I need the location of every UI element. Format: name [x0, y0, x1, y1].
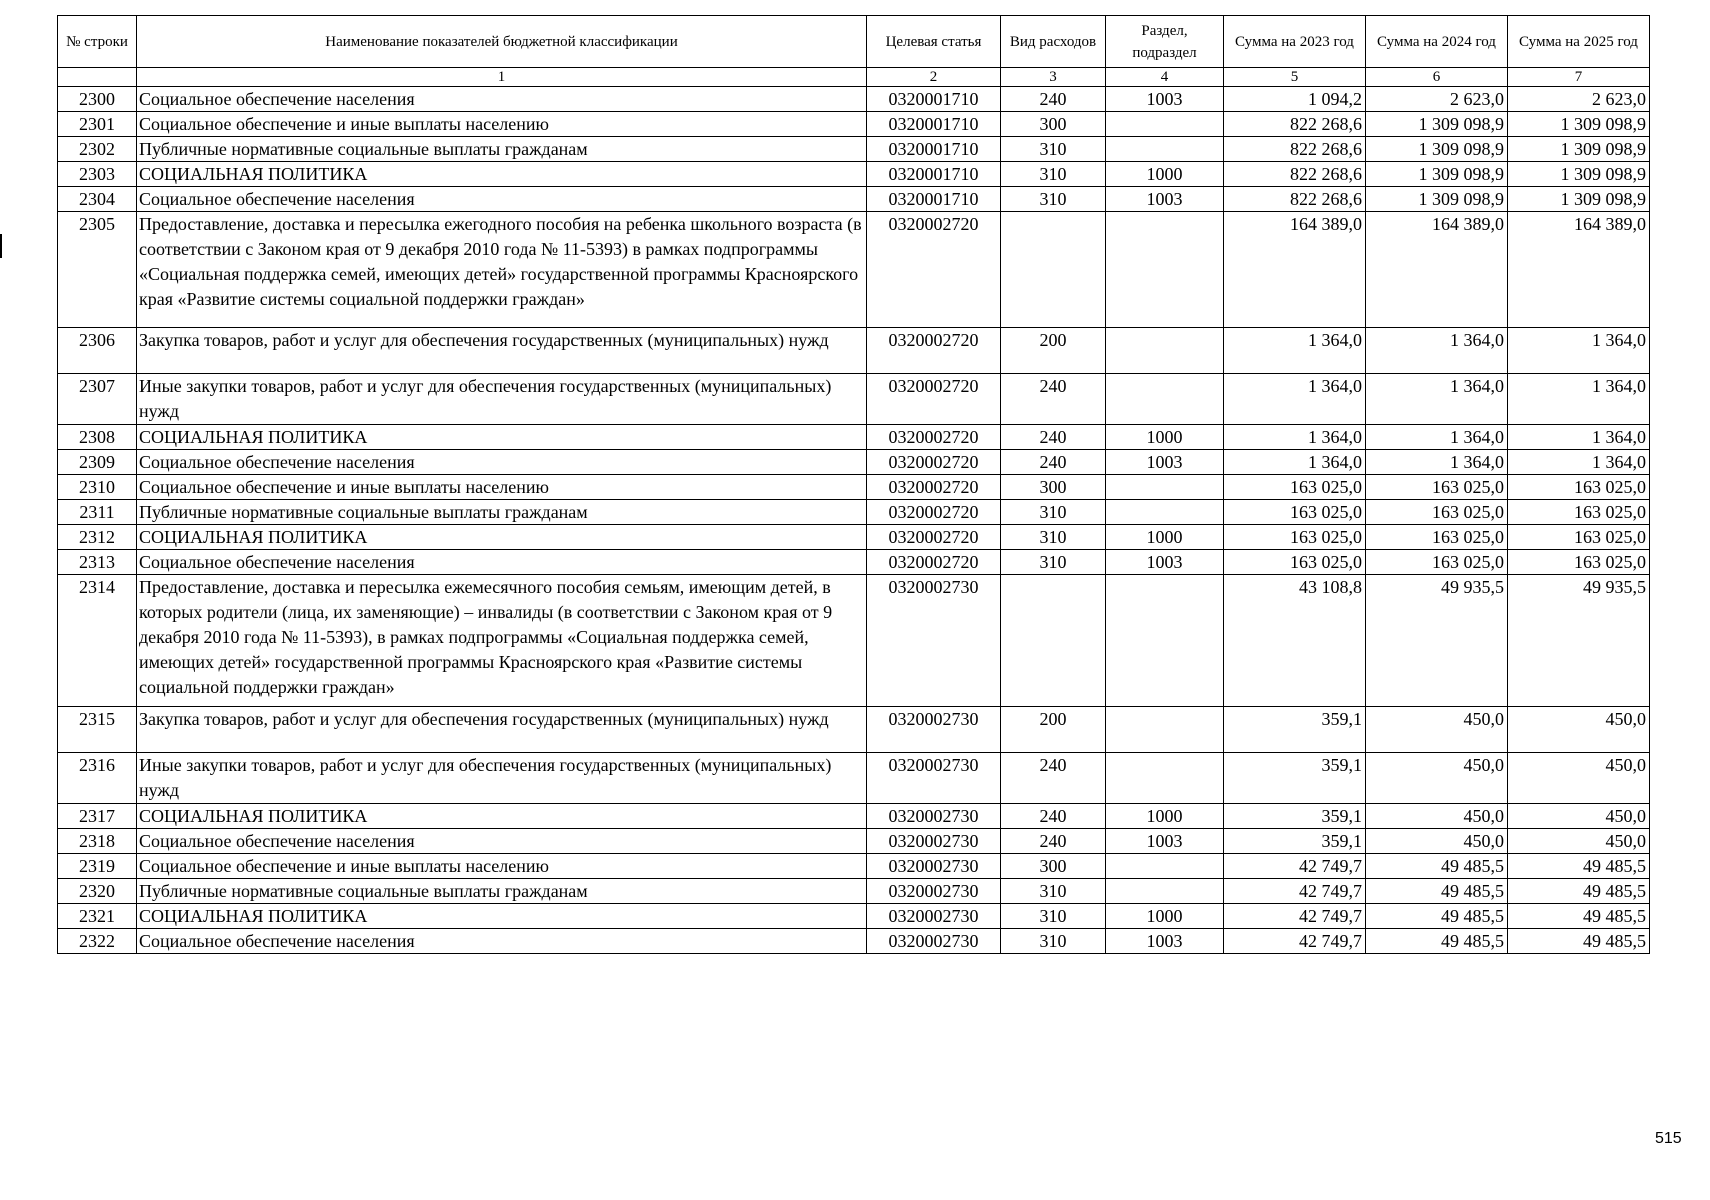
table-row — [58, 707, 1650, 753]
target-article: 0320001710 — [867, 162, 1001, 187]
row-number: 2317 — [58, 804, 137, 829]
sum-2024: 49 935,5 — [1366, 575, 1508, 707]
sum-2024: 49 485,5 — [1366, 929, 1508, 954]
sum-2023: 163 025,0 — [1224, 550, 1366, 575]
table-row — [58, 112, 1650, 137]
sum-2024: 163 025,0 — [1366, 500, 1508, 525]
sum-2023: 1 364,0 — [1224, 374, 1366, 425]
sum-2023: 42 749,7 — [1224, 879, 1366, 904]
expense-type: 240 — [1001, 450, 1106, 475]
expense-type: 240 — [1001, 374, 1106, 425]
header-row-no: № строки — [58, 16, 137, 68]
target-article: 0320001710 — [867, 112, 1001, 137]
sum-2023: 164 389,0 — [1224, 212, 1366, 328]
section-subsection: 1000 — [1106, 525, 1224, 550]
sum-2025: 163 025,0 — [1508, 550, 1650, 575]
sum-2025: 1 364,0 — [1508, 450, 1650, 475]
section-subsection: 1003 — [1106, 829, 1224, 854]
sum-2024: 1 309 098,9 — [1366, 137, 1508, 162]
sum-2024: 164 389,0 — [1366, 212, 1508, 328]
target-article: 0320002720 — [867, 500, 1001, 525]
table-row — [58, 929, 1650, 954]
sum-2023: 43 108,8 — [1224, 575, 1366, 707]
target-article: 0320002730 — [867, 829, 1001, 854]
section-subsection: 1000 — [1106, 804, 1224, 829]
table-row — [58, 575, 1650, 707]
section-subsection — [1106, 500, 1224, 525]
column-number: 1 — [137, 68, 867, 87]
table-body — [58, 87, 1650, 954]
sum-2023: 163 025,0 — [1224, 500, 1366, 525]
expense-type: 240 — [1001, 804, 1106, 829]
column-number-row — [58, 68, 1650, 87]
header-section: Раздел, подраздел — [1106, 16, 1224, 68]
sum-2023: 822 268,6 — [1224, 137, 1366, 162]
indicator-name: Социальное обеспечение населения — [137, 187, 867, 212]
column-number: 5 — [1224, 68, 1366, 87]
column-number — [58, 68, 137, 87]
table-row — [58, 187, 1650, 212]
sum-2025: 49 485,5 — [1508, 929, 1650, 954]
table-row — [58, 475, 1650, 500]
indicator-name: Социальное обеспечение и иные выплаты населению — [137, 475, 867, 500]
target-article: 0320002720 — [867, 425, 1001, 450]
target-article: 0320002730 — [867, 753, 1001, 804]
expense-type: 300 — [1001, 475, 1106, 500]
sum-2023: 1 364,0 — [1224, 328, 1366, 374]
header-sum-2024: Сумма на 2024 год — [1366, 16, 1508, 68]
row-number: 2319 — [58, 854, 137, 879]
expense-type: 300 — [1001, 854, 1106, 879]
section-subsection: 1000 — [1106, 162, 1224, 187]
column-number: 2 — [867, 68, 1001, 87]
sum-2025: 450,0 — [1508, 753, 1650, 804]
target-article: 0320002720 — [867, 328, 1001, 374]
indicator-name: Публичные нормативные социальные выплаты гражданам — [137, 879, 867, 904]
row-number: 2301 — [58, 112, 137, 137]
page-number: 515 — [1655, 1130, 1682, 1147]
column-number: 6 — [1366, 68, 1508, 87]
row-number: 2320 — [58, 879, 137, 904]
table-row — [58, 450, 1650, 475]
indicator-name: Социальное обеспечение и иные выплаты населению — [137, 112, 867, 137]
sum-2024: 1 364,0 — [1366, 374, 1508, 425]
indicator-name: Социальное обеспечение населения — [137, 450, 867, 475]
budget-table — [57, 15, 1650, 954]
row-number: 2318 — [58, 829, 137, 854]
section-subsection: 1003 — [1106, 929, 1224, 954]
row-number: 2313 — [58, 550, 137, 575]
sum-2024: 1 309 098,9 — [1366, 162, 1508, 187]
indicator-name: СОЦИАЛЬНАЯ ПОЛИТИКА — [137, 162, 867, 187]
indicator-name: Иные закупки товаров, работ и услуг для обеспечения государственных (муниципальных) нужд — [137, 753, 867, 804]
sum-2023: 822 268,6 — [1224, 112, 1366, 137]
expense-type: 310 — [1001, 525, 1106, 550]
row-number: 2304 — [58, 187, 137, 212]
sum-2025: 1 309 098,9 — [1508, 137, 1650, 162]
sum-2024: 1 364,0 — [1366, 425, 1508, 450]
expense-type: 310 — [1001, 162, 1106, 187]
section-subsection — [1106, 575, 1224, 707]
sum-2023: 1 364,0 — [1224, 425, 1366, 450]
table-row — [58, 804, 1650, 829]
target-article: 0320002720 — [867, 374, 1001, 425]
expense-type: 200 — [1001, 707, 1106, 753]
target-article: 0320002730 — [867, 929, 1001, 954]
sum-2023: 359,1 — [1224, 804, 1366, 829]
sum-2023: 42 749,7 — [1224, 904, 1366, 929]
sum-2023: 42 749,7 — [1224, 929, 1366, 954]
sum-2025: 163 025,0 — [1508, 525, 1650, 550]
table-row — [58, 374, 1650, 425]
indicator-name: Предоставление, доставка и пересылка ежегодного пособия на ребенка школьного возраста (в соответствии с Законом края от 9 декабря 2010 года № 11-5393) в рамках подпрограммы «Социальная поддержка семей, имеющих детей» государственной программы Красноярского края «Развитие системы социальной поддержки граждан» — [137, 212, 867, 328]
sum-2025: 1 309 098,9 — [1508, 162, 1650, 187]
table-row — [58, 500, 1650, 525]
sum-2025: 1 364,0 — [1508, 425, 1650, 450]
section-subsection — [1106, 854, 1224, 879]
row-number: 2300 — [58, 87, 137, 112]
section-subsection — [1106, 753, 1224, 804]
row-number: 2312 — [58, 525, 137, 550]
row-number: 2311 — [58, 500, 137, 525]
sum-2023: 359,1 — [1224, 707, 1366, 753]
expense-type: 310 — [1001, 879, 1106, 904]
target-article: 0320001710 — [867, 137, 1001, 162]
sum-2023: 359,1 — [1224, 753, 1366, 804]
target-article: 0320002730 — [867, 879, 1001, 904]
section-subsection: 1000 — [1106, 425, 1224, 450]
table-row — [58, 425, 1650, 450]
sum-2023: 42 749,7 — [1224, 854, 1366, 879]
sum-2025: 49 485,5 — [1508, 904, 1650, 929]
table-row — [58, 137, 1650, 162]
sum-2024: 450,0 — [1366, 829, 1508, 854]
section-subsection — [1106, 137, 1224, 162]
column-number: 7 — [1508, 68, 1650, 87]
section-subsection — [1106, 475, 1224, 500]
expense-type: 200 — [1001, 328, 1106, 374]
column-number: 3 — [1001, 68, 1106, 87]
row-number: 2307 — [58, 374, 137, 425]
section-subsection: 1003 — [1106, 87, 1224, 112]
row-number: 2314 — [58, 575, 137, 707]
sum-2024: 1 364,0 — [1366, 328, 1508, 374]
sum-2024: 49 485,5 — [1366, 854, 1508, 879]
sum-2024: 49 485,5 — [1366, 904, 1508, 929]
section-subsection — [1106, 112, 1224, 137]
row-number: 2321 — [58, 904, 137, 929]
header-target: Целевая статья — [867, 16, 1001, 68]
sum-2024: 163 025,0 — [1366, 475, 1508, 500]
expense-type: 310 — [1001, 137, 1106, 162]
sum-2024: 163 025,0 — [1366, 525, 1508, 550]
row-number: 2303 — [58, 162, 137, 187]
sum-2025: 1 309 098,9 — [1508, 112, 1650, 137]
indicator-name: Социальное обеспечение населения — [137, 829, 867, 854]
table-row — [58, 550, 1650, 575]
row-number: 2315 — [58, 707, 137, 753]
sum-2025: 450,0 — [1508, 804, 1650, 829]
indicator-name: СОЦИАЛЬНАЯ ПОЛИТИКА — [137, 425, 867, 450]
row-number: 2305 — [58, 212, 137, 328]
sum-2024: 450,0 — [1366, 804, 1508, 829]
row-number: 2322 — [58, 929, 137, 954]
target-article: 0320002720 — [867, 212, 1001, 328]
sum-2024: 1 364,0 — [1366, 450, 1508, 475]
sum-2024: 450,0 — [1366, 753, 1508, 804]
indicator-name: Закупка товаров, работ и услуг для обеспечения государственных (муниципальных) нужд — [137, 328, 867, 374]
sum-2024: 1 309 098,9 — [1366, 187, 1508, 212]
indicator-name: Социальное обеспечение и иные выплаты населению — [137, 854, 867, 879]
section-subsection — [1106, 879, 1224, 904]
indicator-name: Социальное обеспечение населения — [137, 87, 867, 112]
sum-2023: 1 364,0 — [1224, 450, 1366, 475]
target-article: 0320002730 — [867, 854, 1001, 879]
column-number: 4 — [1106, 68, 1224, 87]
expense-type — [1001, 575, 1106, 707]
sum-2025: 1 364,0 — [1508, 328, 1650, 374]
sum-2025: 49 485,5 — [1508, 879, 1650, 904]
expense-type — [1001, 212, 1106, 328]
indicator-name: Социальное обеспечение населения — [137, 550, 867, 575]
expense-type: 240 — [1001, 87, 1106, 112]
section-subsection — [1106, 374, 1224, 425]
sum-2023: 163 025,0 — [1224, 475, 1366, 500]
table-row — [58, 87, 1650, 112]
target-article: 0320002720 — [867, 550, 1001, 575]
row-number: 2310 — [58, 475, 137, 500]
scan-edge-mark — [0, 234, 2, 258]
expense-type: 310 — [1001, 500, 1106, 525]
expense-type: 310 — [1001, 550, 1106, 575]
section-subsection — [1106, 328, 1224, 374]
section-subsection — [1106, 707, 1224, 753]
target-article: 0320002730 — [867, 575, 1001, 707]
table-row — [58, 829, 1650, 854]
expense-type: 310 — [1001, 904, 1106, 929]
target-article: 0320002720 — [867, 525, 1001, 550]
expense-type: 240 — [1001, 753, 1106, 804]
sum-2024: 1 309 098,9 — [1366, 112, 1508, 137]
row-number: 2308 — [58, 425, 137, 450]
indicator-name: Предоставление, доставка и пересылка ежемесячного пособия семьям, имеющим детей, в которых родители (лица, их заменяющие) – инвалиды (в соответствии с Законом края от 9 декабря 2010 года № 11-5393), в рамках подпрограммы «Социальная поддержка семей, имеющих детей» государственной программы Красноярского края «Развитие системы социальной поддержки граждан» — [137, 575, 867, 707]
table-row — [58, 879, 1650, 904]
row-number: 2302 — [58, 137, 137, 162]
sum-2023: 163 025,0 — [1224, 525, 1366, 550]
target-article: 0320002720 — [867, 450, 1001, 475]
indicator-name: СОЦИАЛЬНАЯ ПОЛИТИКА — [137, 525, 867, 550]
section-subsection: 1000 — [1106, 904, 1224, 929]
indicator-name: Закупка товаров, работ и услуг для обеспечения государственных (муниципальных) нужд — [137, 707, 867, 753]
section-subsection — [1106, 212, 1224, 328]
sum-2025: 450,0 — [1508, 707, 1650, 753]
row-number: 2316 — [58, 753, 137, 804]
sum-2024: 163 025,0 — [1366, 550, 1508, 575]
indicator-name: Иные закупки товаров, работ и услуг для обеспечения государственных (муниципальных) нужд — [137, 374, 867, 425]
row-number: 2306 — [58, 328, 137, 374]
sum-2025: 49 485,5 — [1508, 854, 1650, 879]
table-row — [58, 328, 1650, 374]
header-sum-2025: Сумма на 2025 год — [1508, 16, 1650, 68]
table-row — [58, 904, 1650, 929]
section-subsection: 1003 — [1106, 187, 1224, 212]
indicator-name: СОЦИАЛЬНАЯ ПОЛИТИКА — [137, 904, 867, 929]
sum-2025: 163 025,0 — [1508, 500, 1650, 525]
table-row — [58, 753, 1650, 804]
table-row — [58, 162, 1650, 187]
sum-2024: 2 623,0 — [1366, 87, 1508, 112]
sum-2023: 822 268,6 — [1224, 187, 1366, 212]
sum-2024: 450,0 — [1366, 707, 1508, 753]
row-number: 2309 — [58, 450, 137, 475]
indicator-name: Публичные нормативные социальные выплаты гражданам — [137, 500, 867, 525]
header-sum-2023: Сумма на 2023 год — [1224, 16, 1366, 68]
expense-type: 310 — [1001, 187, 1106, 212]
section-subsection: 1003 — [1106, 450, 1224, 475]
sum-2025: 450,0 — [1508, 829, 1650, 854]
target-article: 0320002730 — [867, 804, 1001, 829]
indicator-name: Публичные нормативные социальные выплаты гражданам — [137, 137, 867, 162]
sum-2025: 2 623,0 — [1508, 87, 1650, 112]
target-article: 0320001710 — [867, 87, 1001, 112]
sum-2025: 164 389,0 — [1508, 212, 1650, 328]
expense-type: 300 — [1001, 112, 1106, 137]
sum-2025: 1 309 098,9 — [1508, 187, 1650, 212]
expense-type: 310 — [1001, 929, 1106, 954]
header-expense-type: Вид расходов — [1001, 16, 1106, 68]
header-row — [58, 16, 1650, 68]
header-name: Наименование показателей бюджетной классификации — [137, 16, 867, 68]
sum-2025: 49 935,5 — [1508, 575, 1650, 707]
table-row — [58, 525, 1650, 550]
sum-2024: 49 485,5 — [1366, 879, 1508, 904]
target-article: 0320002730 — [867, 707, 1001, 753]
section-subsection: 1003 — [1106, 550, 1224, 575]
target-article: 0320001710 — [867, 187, 1001, 212]
sum-2023: 359,1 — [1224, 829, 1366, 854]
table-row — [58, 212, 1650, 328]
indicator-name: Социальное обеспечение населения — [137, 929, 867, 954]
indicator-name: СОЦИАЛЬНАЯ ПОЛИТИКА — [137, 804, 867, 829]
target-article: 0320002720 — [867, 475, 1001, 500]
table-row — [58, 854, 1650, 879]
expense-type: 240 — [1001, 425, 1106, 450]
sum-2023: 822 268,6 — [1224, 162, 1366, 187]
sum-2025: 163 025,0 — [1508, 475, 1650, 500]
expense-type: 240 — [1001, 829, 1106, 854]
sum-2025: 1 364,0 — [1508, 374, 1650, 425]
sum-2023: 1 094,2 — [1224, 87, 1366, 112]
target-article: 0320002730 — [867, 904, 1001, 929]
